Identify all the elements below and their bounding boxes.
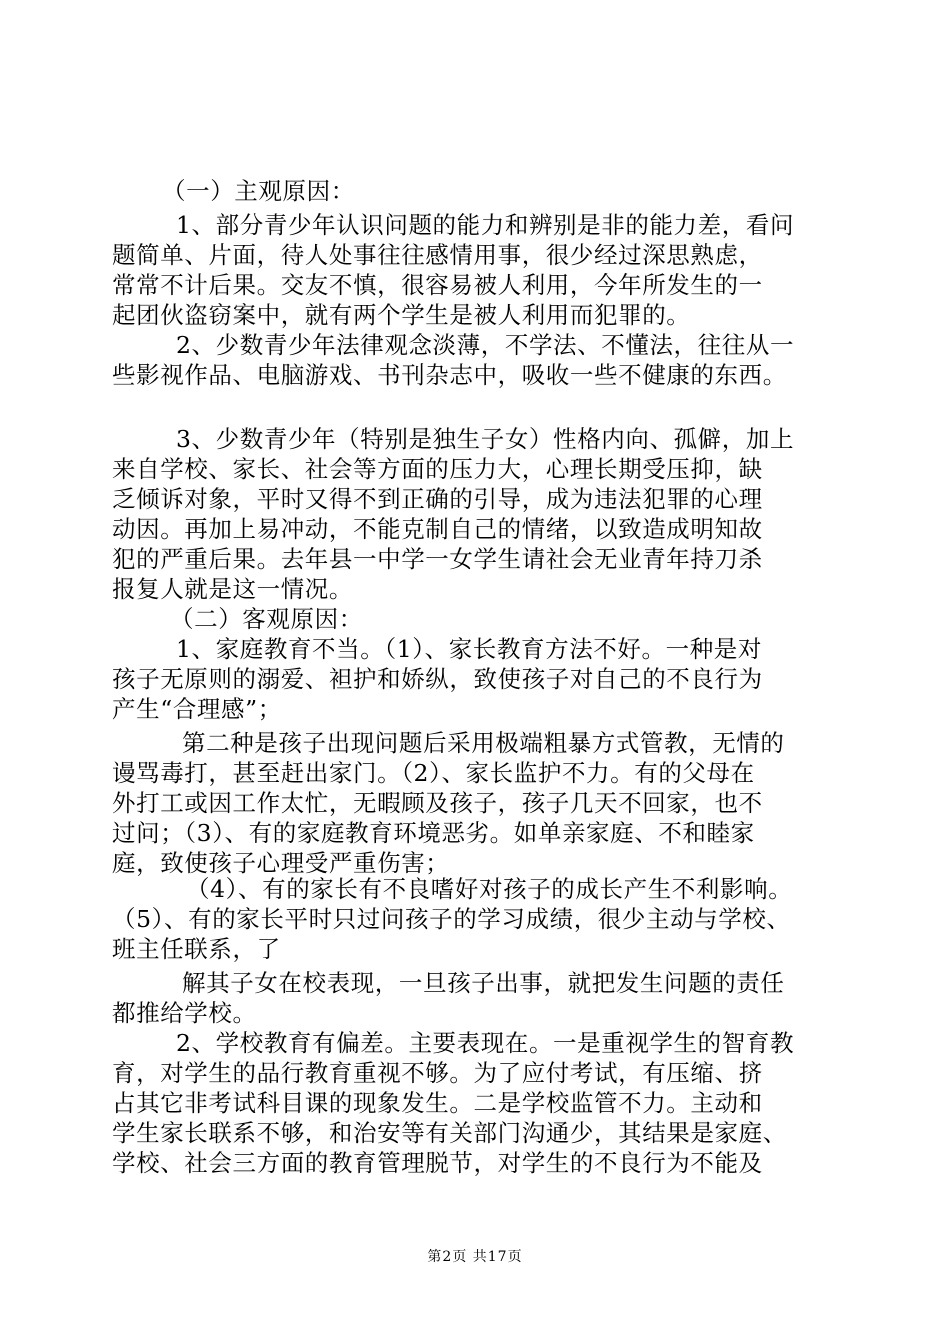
text-line: 些影视作品、电脑游戏、书刊杂志中，吸收一些不健康的东西。 — [112, 361, 787, 389]
text-line: 学生家长联系不够，和治安等有关部门沟通少，其结果是家庭、 — [112, 1119, 787, 1147]
text-line: 谩骂毒打，甚至赶出家门。（2）、家长监护不力。有的父母在 — [112, 759, 755, 787]
text-line: 犯的严重后果。去年县一中学一女学生请社会无业青年持刀杀 — [112, 545, 763, 573]
text-line: 1、部分青少年认识问题的能力和辨别是非的能力差，看问 — [176, 211, 795, 239]
text-line: 2、少数青少年法律观念淡薄，不学法、不懂法，往往从一 — [176, 331, 795, 359]
text-line: 产生“合理感”； — [112, 695, 282, 723]
text-line: （4）、有的家长有不良嗜好对孩子的成长产生不利影响。 — [186, 875, 793, 903]
text-line: （5）、有的家长平时只过问孩子的学习成绩，很少主动与学校、 — [112, 905, 791, 933]
text-line: 动因。再加上易冲动，不能克制自己的情绪，以致造成明知故 — [112, 515, 763, 543]
text-line: 外打工或因工作太忙，无暇顾及孩子，孩子几天不回家，也不 — [112, 789, 763, 817]
text-line: 乏倾诉对象，平时又得不到正确的引导，成为违法犯罪的心理 — [112, 485, 763, 513]
text-line: 常常不计后果。交友不慎，很容易被人利用，今年所发生的一 — [112, 271, 763, 299]
text-line: 都推给学校。 — [112, 999, 257, 1027]
text-line: 孩子无原则的溺爱、袒护和娇纵，致使孩子对自己的不良行为 — [112, 665, 763, 693]
text-line: 1、家庭教育不当。（1）、家长教育方法不好。一种是对 — [176, 635, 763, 663]
text-line: 题简单、片面，待人处事往往感情用事，很少经过深思熟虑， — [112, 241, 763, 269]
text-line: 报复人就是这一情况。 — [112, 575, 353, 603]
text-line: 3、少数青少年（特别是独生子女）性格内向、孤僻，加上 — [176, 425, 795, 453]
text-line: 班主任联系，了 — [112, 935, 281, 963]
text-line: 庭，致使孩子心理受严重伤害； — [112, 849, 450, 877]
text-line: 起团伙盗窃案中，就有两个学生是被人利用而犯罪的。 — [112, 301, 691, 329]
text-line: （一）主观原因： — [162, 177, 355, 205]
text-line: 2、学校教育有偏差。主要表现在。一是重视学生的智育教 — [176, 1029, 795, 1057]
text-line: 解其子女在校表现，一旦孩子出事，就把发生问题的责任 — [182, 969, 785, 997]
text-line: 过问；（3）、有的家庭教育环境恶劣。如单亲家庭、不和睦家 — [112, 819, 755, 847]
text-line: 学校、社会三方面的教育管理脱节，对学生的不良行为不能及 — [112, 1149, 763, 1177]
text-line: 来自学校、家长、社会等方面的压力大，心理长期受压抑，缺 — [112, 455, 763, 483]
text-line: （二）客观原因： — [170, 605, 363, 633]
text-line: 育，对学生的品行教育重视不够。为了应付考试，有压缩、挤 — [112, 1059, 763, 1087]
page-number-footer: 第2页 共17页 — [427, 1249, 523, 1265]
text-line: 第二种是孩子出现问题后采用极端粗暴方式管教，无情的 — [182, 729, 785, 757]
text-line: 占其它非考试科目课的现象发生。二是学校监管不力。主动和 — [112, 1089, 763, 1117]
